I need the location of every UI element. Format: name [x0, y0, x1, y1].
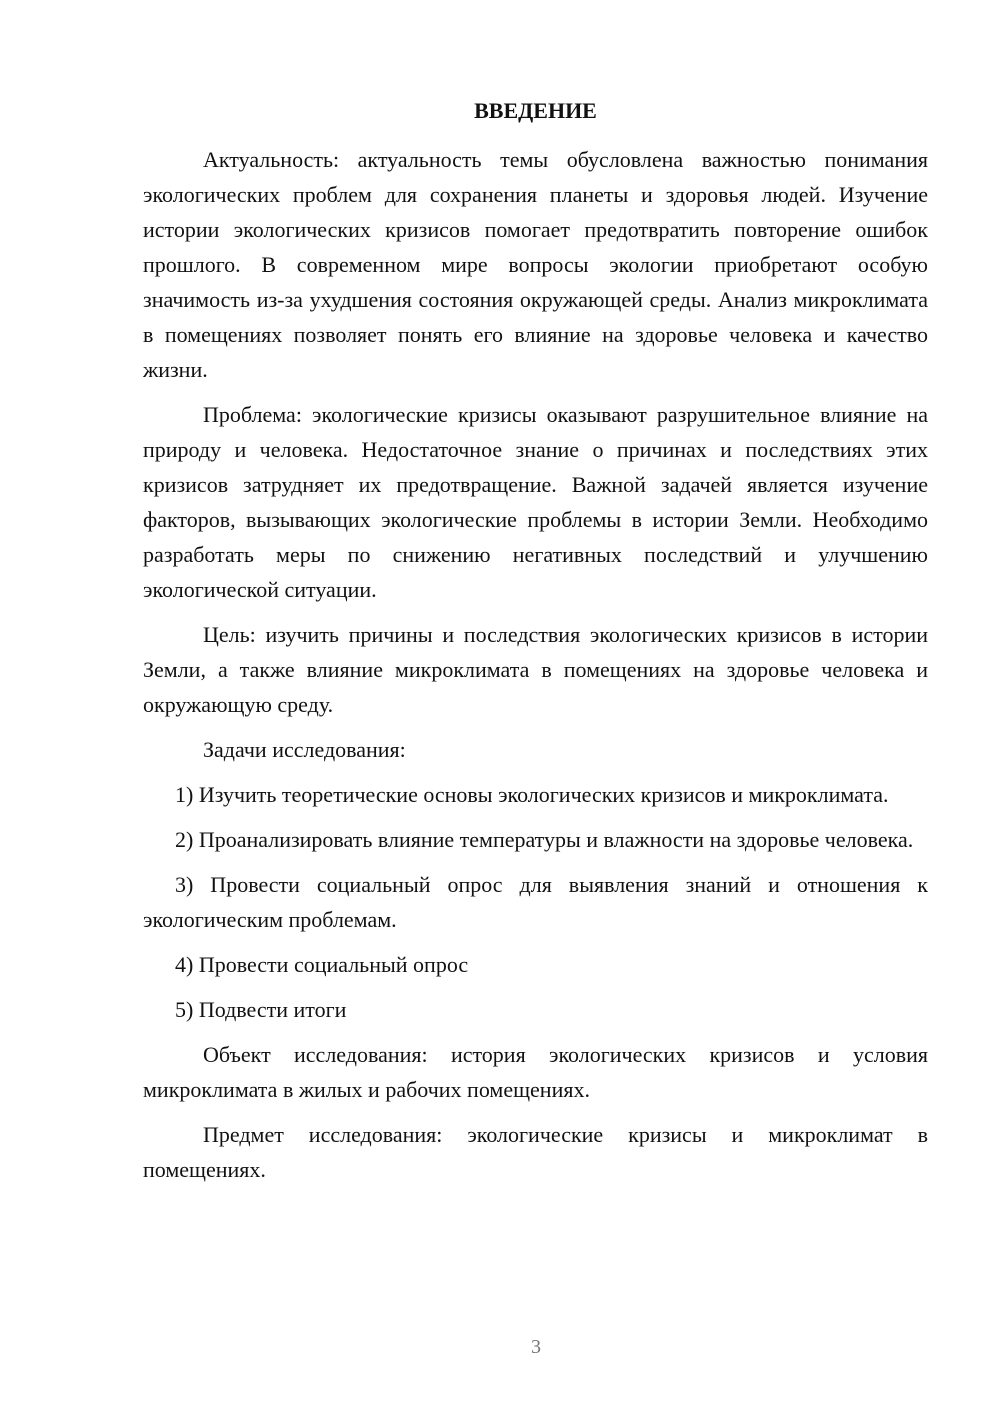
- task-item: 4) Провести социальный опрос: [175, 952, 469, 977]
- problem-paragraph: Проблема: экологические кризисы оказывают разрушительное влияние на природу и человека. Недостаточное знание о причинах и последствиях этих кризисов затрудняет их предотвращение. Важной задачей является изучение факторов, вызывающих экологические проблемы в истории Земли. Необходимо разработать меры по снижению негативных последствий и улучшению экологической ситуации.: [143, 402, 928, 602]
- page-title: ВВЕДЕНИЕ: [474, 98, 597, 123]
- goal-paragraph: Цель: изучить причины и последствия экологических кризисов в истории Земли, а также влияние микроклимата в помещениях на здоровье человека и окружающую среду.: [143, 622, 928, 717]
- relevance-paragraph: Актуальность: актуальность темы обусловлена важностью понимания экологических проблем для сохранения планеты и здоровья людей. Изучение истории экологических кризисов помогает предотвратить повторение ошибок прошлого. В современном мире вопросы экологии приобретают особую значимость из-за ухудшения состояния окружающей среды. Анализ микроклимата в помещениях позволяет понять его влияние на здоровье человека и качество жизни.: [143, 147, 928, 382]
- task-item: 5) Подвести итоги: [175, 997, 347, 1022]
- page-number: 3: [531, 1336, 541, 1358]
- subject-paragraph: Предмет исследования: экологические кризисы и микроклимат в помещениях.: [143, 1122, 928, 1182]
- task-item: 3) Провести социальный опрос для выявления знаний и отношения к экологическим проблемам.: [143, 872, 928, 932]
- task-item: 2) Проанализировать влияние температуры и влажности на здоровье человека.: [175, 827, 914, 852]
- page-content: [143, 96, 928, 1187]
- task-item: 1) Изучить теоретические основы экологических кризисов и микроклимата.: [175, 782, 889, 807]
- tasks-heading: Задачи исследования:: [203, 737, 406, 762]
- object-paragraph: Объект исследования: история экологических кризисов и условия микроклимата в жилых и рабочих помещениях.: [143, 1042, 928, 1102]
